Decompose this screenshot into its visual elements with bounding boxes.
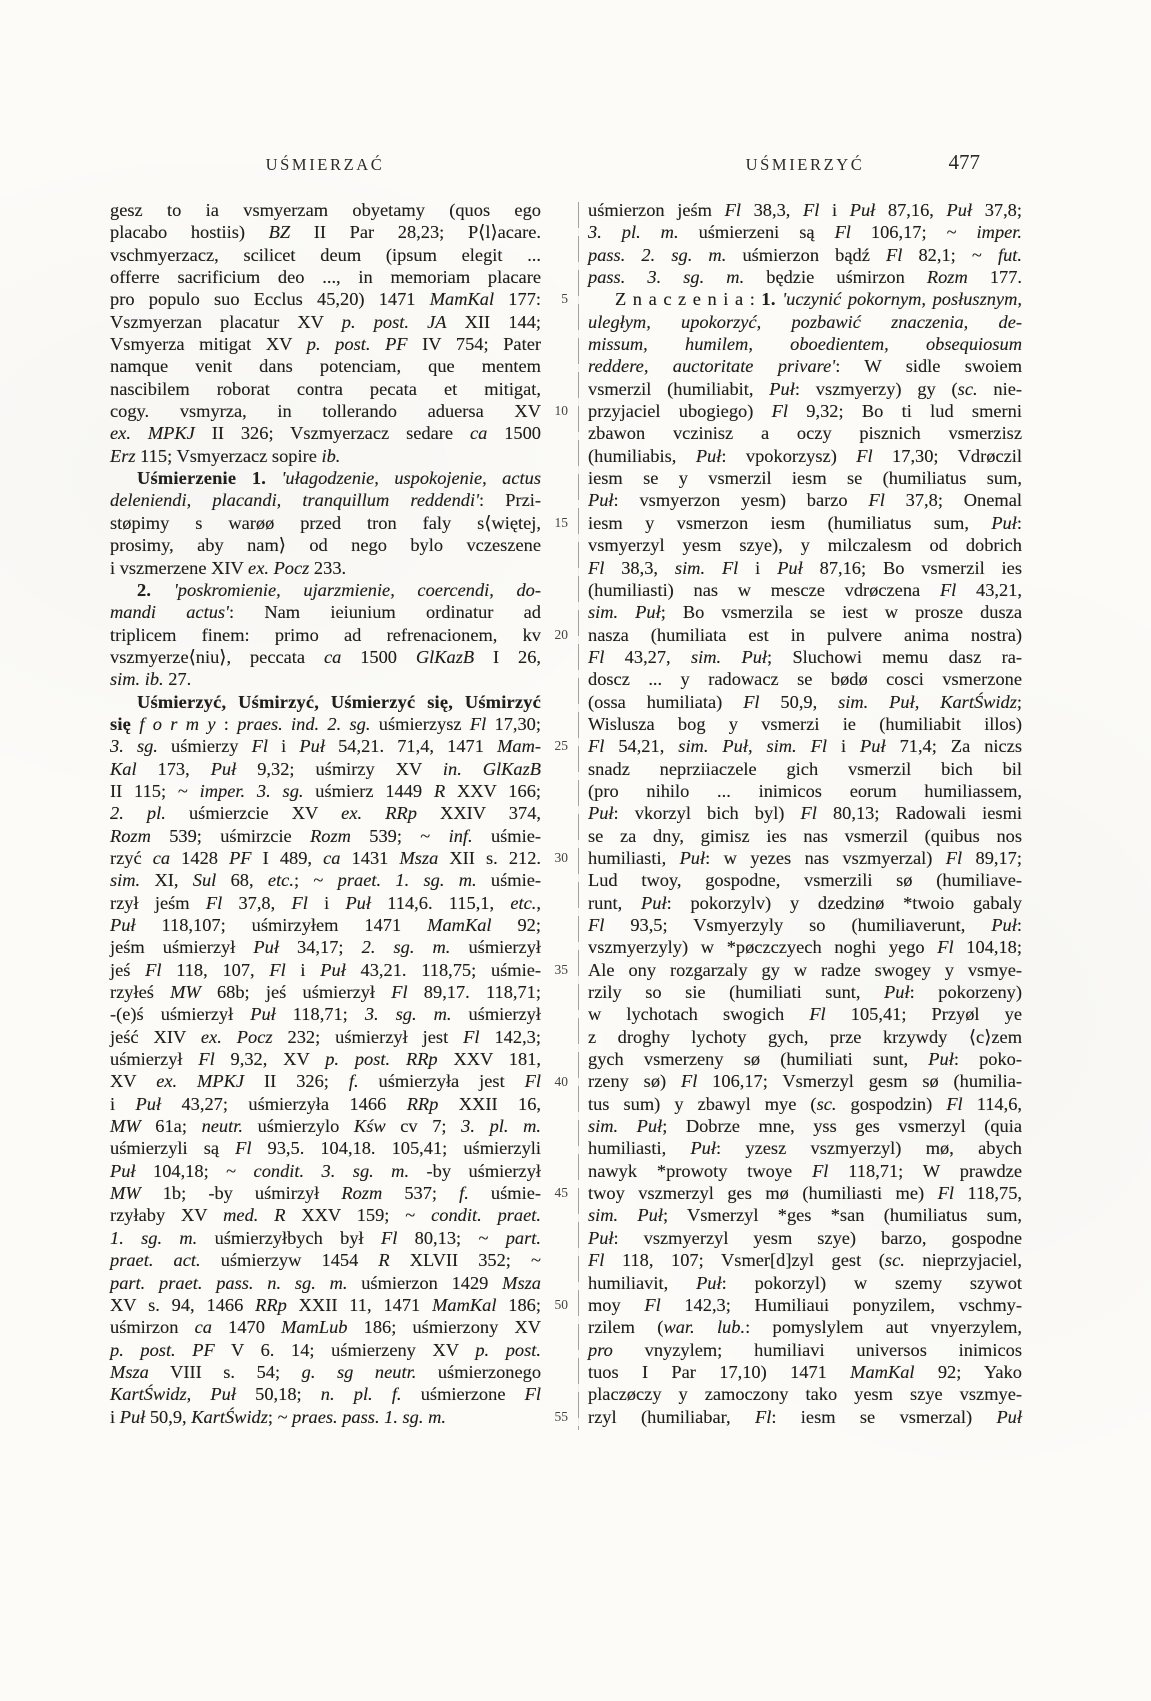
text-line: i vszmerzene XIV ex. Pocz 233. (110, 557, 347, 578)
gutter-line-number: 55 (554, 1408, 568, 1424)
text-line: 3. pl. m. uśmierzeni są Fl 106,17; ~ imper. (588, 222, 1023, 243)
text-line: Vszmyerzan placatur XV p. post. JA XII 144; (110, 311, 542, 332)
text-line: uległym, upokorzyć, pozbawić znaczenia, de- (588, 311, 1022, 332)
text-line: pro vnyzylem; humiliavi universos inimicos (588, 1339, 1022, 1360)
text-line: humiliasti, Puł: yzesz vszmyerzyl) mø, abych (588, 1138, 1022, 1159)
text-line: missum, humilem, oboedientem, obsequiosum (588, 334, 1022, 355)
text-line: 2. 'poskromienie, ujarzmienie, coercendi, do- (137, 579, 541, 600)
text-line: sim. ib. 27. (110, 669, 192, 690)
text-line: vschmyerzacz, scilicet deum (ipsum elegit ... (110, 244, 541, 265)
text-line: snadz neprziiaczele gich vsmerzil bich bil (588, 758, 1022, 779)
text-line: Kal 173, Puł 9,32; uśmirzy XV in. GlKazB (110, 758, 541, 779)
text-line: rzyl (humiliabar, Fl: iesm se vsmerzal) Puł (588, 1406, 1022, 1427)
gutter-line-number: 30 (554, 850, 568, 866)
text-line: pass. 2. sg. m. uśmierzon bądź Fl 82,1; ~ fut. (588, 244, 1022, 265)
gutter-line-number: 10 (554, 403, 568, 419)
text-line: p. post. PF V 6. 14; uśmierzeny XV p. post. (110, 1339, 541, 1360)
text-line: moy Fl 142,3; Humiliaui ponyzilem, vschmy- (588, 1294, 1022, 1315)
text-line: 3. sg. uśmierzy Fl i Puł 54,21. 71,4, 1471 Mam- (110, 736, 542, 757)
text-line: ex. MPKJ II 326; Vszmyerzacz sedare ca 1500 (110, 423, 541, 444)
column-divider-rule (578, 202, 579, 1430)
gutter-line-number: 20 (554, 626, 568, 642)
gutter-line-number: 15 (554, 514, 568, 530)
text-line: nawyk *prowoty twoye Fl 118,71; W prawdze (588, 1160, 1022, 1181)
text-line: deleniendi, placandi, tranquillum reddendi': Przi- (110, 490, 541, 511)
text-line: gesz to ia vsmyerzam obyetamy (quos ego (110, 200, 541, 220)
text-line: 2. pl. uśmierzcie XV ex. RRp XXIV 374, (110, 803, 541, 824)
text-line: tus sum) y zbawyl mye (sc. gospodzin) Fl 114,6, (588, 1093, 1022, 1114)
gutter-line-number: 45 (554, 1185, 568, 1201)
text-line: Puł 118,107; uśmirzyłem 1471 MamKal 92; (110, 915, 541, 935)
text-line: mandi actus': Nam ieiunium ordinatur ad (110, 602, 541, 623)
text-line: vsmyerzyl yesm szye), y milczalesm od dobrich (588, 535, 1022, 556)
text-line: twoy vszmerzyl ges mø (humiliasti me) Fl 118,75, (588, 1183, 1022, 1204)
text-line: jeśm uśmierzył Puł 34,17; 2. sg. m. uśmierzył (110, 937, 542, 958)
text-line: (humiliabis, Puł: vpokorzysz) Fl 17,30; Vdrøczil (588, 445, 1022, 466)
text-line: sim. Puł; Bo vsmerzila se iest w prosze dusza (588, 602, 1022, 623)
text-line: part. praet. pass. n. sg. m. uśmierzon 1429 Msza (110, 1272, 541, 1293)
gutter-line-number: 5 (561, 291, 568, 307)
text-line: Erz 115; Vsmyerzacz sopire ib. (110, 445, 341, 466)
text-line: jeść XIV ex. Pocz 232; uśmierzył jest Fl 142,3; (110, 1026, 541, 1047)
text-line: humiliavit, Puł: pokorzyl) w szemy szywot (588, 1272, 1022, 1293)
running-head-left: UŚMIERZAĆ (265, 155, 385, 174)
text-line: w lychotach swogich Fl 105,41; Przyøl ye (588, 1004, 1022, 1025)
text-line: humiliasti, Puł: w yezes nas vszmyerzal) Fl 89,17; (588, 847, 1022, 868)
text-line: jeś Fl 118, 107, Fl i Puł 43,21. 118,75; uśmie- (110, 959, 542, 980)
gutter-line-number: 25 (554, 738, 568, 754)
text-line: støpimy s warøø przed tron faly s⟨więtej, (110, 512, 541, 533)
text-line: Fl 38,3, sim. Fl i Puł 87,16; Bo vsmerzil ies (588, 557, 1022, 578)
text-line: sim. Puł; Vsmerzyl *ges *san (humiliatus sum, (588, 1205, 1022, 1226)
text-line: uśmierzon jeśm Fl 38,3, Fl i Puł 87,16, Puł 37,8; (588, 200, 1022, 220)
text-line: sim. Puł; Dobrze mne, yss ges vsmerzyl (quia (588, 1116, 1022, 1137)
text-line: Lud twoy, gospodne, vsmerzili sø (humiliave- (588, 870, 1022, 891)
text-line: uśmierzył Fl 9,32, XV p. post. RRp XXV 181, (110, 1049, 541, 1070)
text-line: uśmirzon ca 1470 MamLub 186; uśmierzony XV (110, 1317, 542, 1338)
right-column (588, 199, 1022, 1428)
text-line: placabo hostiis) BZ II Par 28,23; P⟨l⟩acare. (110, 222, 541, 243)
text-line: Fl 54,21, sim. Puł, sim. Fl i Puł 71,4; Za niczs (588, 736, 1022, 757)
text-line: Msza VIII s. 54; g. sg neutr. uśmierzonego (110, 1361, 542, 1382)
text-line: XV s. 94, 1466 RRp XXII 11, 1471 MamKal 186; (110, 1294, 541, 1315)
text-line: XV ex. MPKJ II 326; f. uśmierzyła jest Fl (110, 1071, 541, 1092)
left-column (110, 199, 541, 1428)
text-line: Uśmierzyć, Uśmirzyć, Uśmierzyć się, Uśmirzyć (137, 691, 541, 712)
text-line: i Puł 43,27; uśmierzyła 1466 RRp XXII 16, (110, 1093, 541, 1114)
page-number: 477 (948, 150, 980, 174)
text-line: reddere, auctoritate privare': W sidle swoiem (588, 356, 1022, 377)
text-line: Rozm 539; uśmirzcie Rozm 539; ~ inf. uśmie- (110, 825, 541, 846)
text-line: rzeny sø) Fl 106,17; Vsmerzyl gesm sø (humilia- (588, 1071, 1022, 1092)
text-line: KartŚwidz, Puł 50,18; n. pl. f. uśmierzone Fl (110, 1384, 541, 1405)
text-line: z droghy lychoty gych, prze krzywdy ⟨c⟩zem (588, 1026, 1022, 1047)
text-line: sim. XI, Sul 68, etc.; ~ praet. 1. sg. m. uśmie- (110, 870, 541, 891)
text-line: Z n a c z e n i a : 1. 'uczynić pokornym, posłusznym, (615, 289, 1022, 310)
gutter-line-number: 50 (554, 1297, 568, 1313)
text-line: rzily so sie (humiliati sunt, Puł: pokorzeny) (588, 982, 1023, 1003)
line-number-gutter (538, 199, 572, 1429)
text-line: iesm se y vsmerzil iesm se (humiliatus sum, (588, 468, 1022, 489)
text-line: nasza (humiliata est in pulvere anima nostra) (588, 624, 1022, 645)
text-line: tuos I Par 17,10) 1471 MamKal 92; Yako (588, 1361, 1022, 1382)
text-line: uśmierzyli są Fl 93,5. 104,18. 105,41; uśmierzyli (110, 1138, 541, 1159)
running-head-right: UŚMIERZYĆ (745, 155, 865, 174)
text-line: offerre sacrificium deo ..., in memoriam placare (110, 267, 541, 288)
text-line: zbawon vczinisz a oczy pisznich vsmerzisz (588, 423, 1022, 444)
text-line: Uśmierzenie 1. 'ułagodzenie, uspokojenie, actus (137, 468, 541, 489)
text-line: rzyć ca 1428 PF I 489, ca 1431 Msza XII s. 212. (110, 847, 542, 868)
text-line: namque venit dans potenciam, que mentem (110, 356, 541, 377)
text-line: pass. 3. sg. m. będzie uśmirzon Rozm 177. (588, 267, 1022, 288)
text-line: rzyłaby XV med. R XXV 159; ~ condit. praet. (110, 1205, 541, 1226)
text-line: placzøczy y zamoczony tako yesm szye vszmye- (588, 1384, 1022, 1405)
text-line: Ale ony rozgarzaly gy w radze swogey y vsmye- (588, 959, 1022, 980)
text-line: II 115; ~ imper. 3. sg. uśmierz 1449 R XXV 166; (110, 780, 542, 801)
text-line: rzyłeś MW 68b; jeś uśmierzył Fl 89,17. 118,71; (110, 982, 541, 1003)
text-line: vszmyerze⟨niu⟩, peccata ca 1500 GlKazB I 26, (110, 646, 542, 667)
gutter-line-number: 35 (554, 961, 568, 977)
text-line: rzył jeśm Fl 37,8, Fl i Puł 114,6. 115,1, etc., (110, 892, 542, 913)
text-line: Fl 43,27, sim. Puł; Sluchowi memu dasz ra- (588, 646, 1022, 667)
text-line: Fl 118, 107; Vsmer[d]zyl gest (sc. nieprzyjaciel, (588, 1250, 1022, 1271)
text-line: (humiliasti) nas w mescze vdrøczena Fl 43,21, (588, 579, 1023, 600)
text-line: Wislusza bog y vsmerzi ie (humiliabit illos) (588, 713, 1022, 734)
text-line: rzilem (war. lub.: pomyslylem aut vnyerzylem, (588, 1317, 1022, 1338)
text-line: vsmerzil (humiliabit, Puł: vszmyerzy) gy (sc. nie- (588, 378, 1022, 399)
text-line: doscz ... y radowacz se bødø cosci vsmerzone (588, 669, 1022, 690)
text-line: Puł: vszmyerzyl yesm szye) barzo, gospodne (588, 1227, 1022, 1248)
text-line: się f o r m y : praes. ind. 2. sg. uśmierzysz Fl 17,30; (110, 713, 541, 734)
text-line: pro populo suo Ecclus 45,20) 1471 MamKal 177: (110, 289, 541, 310)
text-line: MW 1b; -by uśmirzył Rozm 537; f. uśmie- (110, 1183, 541, 1204)
text-line: iesm y vsmerzon iesm (humiliatus sum, Puł: (588, 512, 1022, 533)
text-line: i Puł 50,9, KartŚwidz; ~ praes. pass. 1. sg. m. (110, 1406, 446, 1427)
text-line: przyjaciel ubogiego) Fl 9,32; Bo ti lud smerni (588, 401, 1022, 422)
text-line: praet. act. uśmierzyw 1454 R XLVII 352; ~ (110, 1250, 541, 1271)
text-line: -(e)ś uśmierzył Puł 118,71; 3. sg. m. uśmierzył (110, 1004, 541, 1025)
text-line: Vsmyerza mitigat XV p. post. PF IV 754; Pater (110, 334, 541, 355)
text-line: cogy. vsmyrza, in tollerando aduersa XV (110, 401, 541, 422)
text-line: Fl 93,5; Vsmyerzyly so (humiliaverunt, Puł: (588, 915, 1022, 935)
text-line: runt, Puł: pokorzylv) y dzedzinø *twoio gabaly (588, 892, 1022, 913)
text-line: nascibilem roborat contra pecata et mitigat, (110, 378, 541, 399)
text-line: gych vsmerzeny sø (humiliati sunt, Puł: poko- (588, 1049, 1022, 1070)
text-line: Puł: vkorzyl bich byl) Fl 80,13; Radowali iesmi (588, 803, 1022, 824)
text-line: MW 61a; neutr. uśmierzylo Kśw cv 7; 3. pl. m. (110, 1116, 541, 1137)
text-line: se za dny, gimisz ies nas vsmerzil (quibus nos (588, 825, 1022, 846)
text-line: (ossa humiliata) Fl 50,9, sim. Puł, KartŚwidz; (588, 691, 1022, 712)
text-line: vszmyerzyly) w *pøczczyech noghi yego Fl 104,18; (588, 937, 1022, 958)
text-line: triplicem finem: primo ad refrenacionem, kv (110, 624, 541, 645)
gutter-line-number: 40 (554, 1073, 568, 1089)
text-line: prosimy, aby nam⟩ od nego bylo vczeszene (110, 535, 541, 556)
text-line: 1. sg. m. uśmierzyłbych był Fl 80,13; ~ part. (110, 1227, 541, 1248)
text-line: Puł 104,18; ~ condit. 3. sg. m. -by uśmierzył (110, 1160, 541, 1181)
text-line: (pro nihilo ... inimicos eorum humiliassem, (588, 780, 1022, 801)
text-line: Puł: vsmyerzon yesm) barzo Fl 37,8; Onemal (588, 490, 1022, 511)
